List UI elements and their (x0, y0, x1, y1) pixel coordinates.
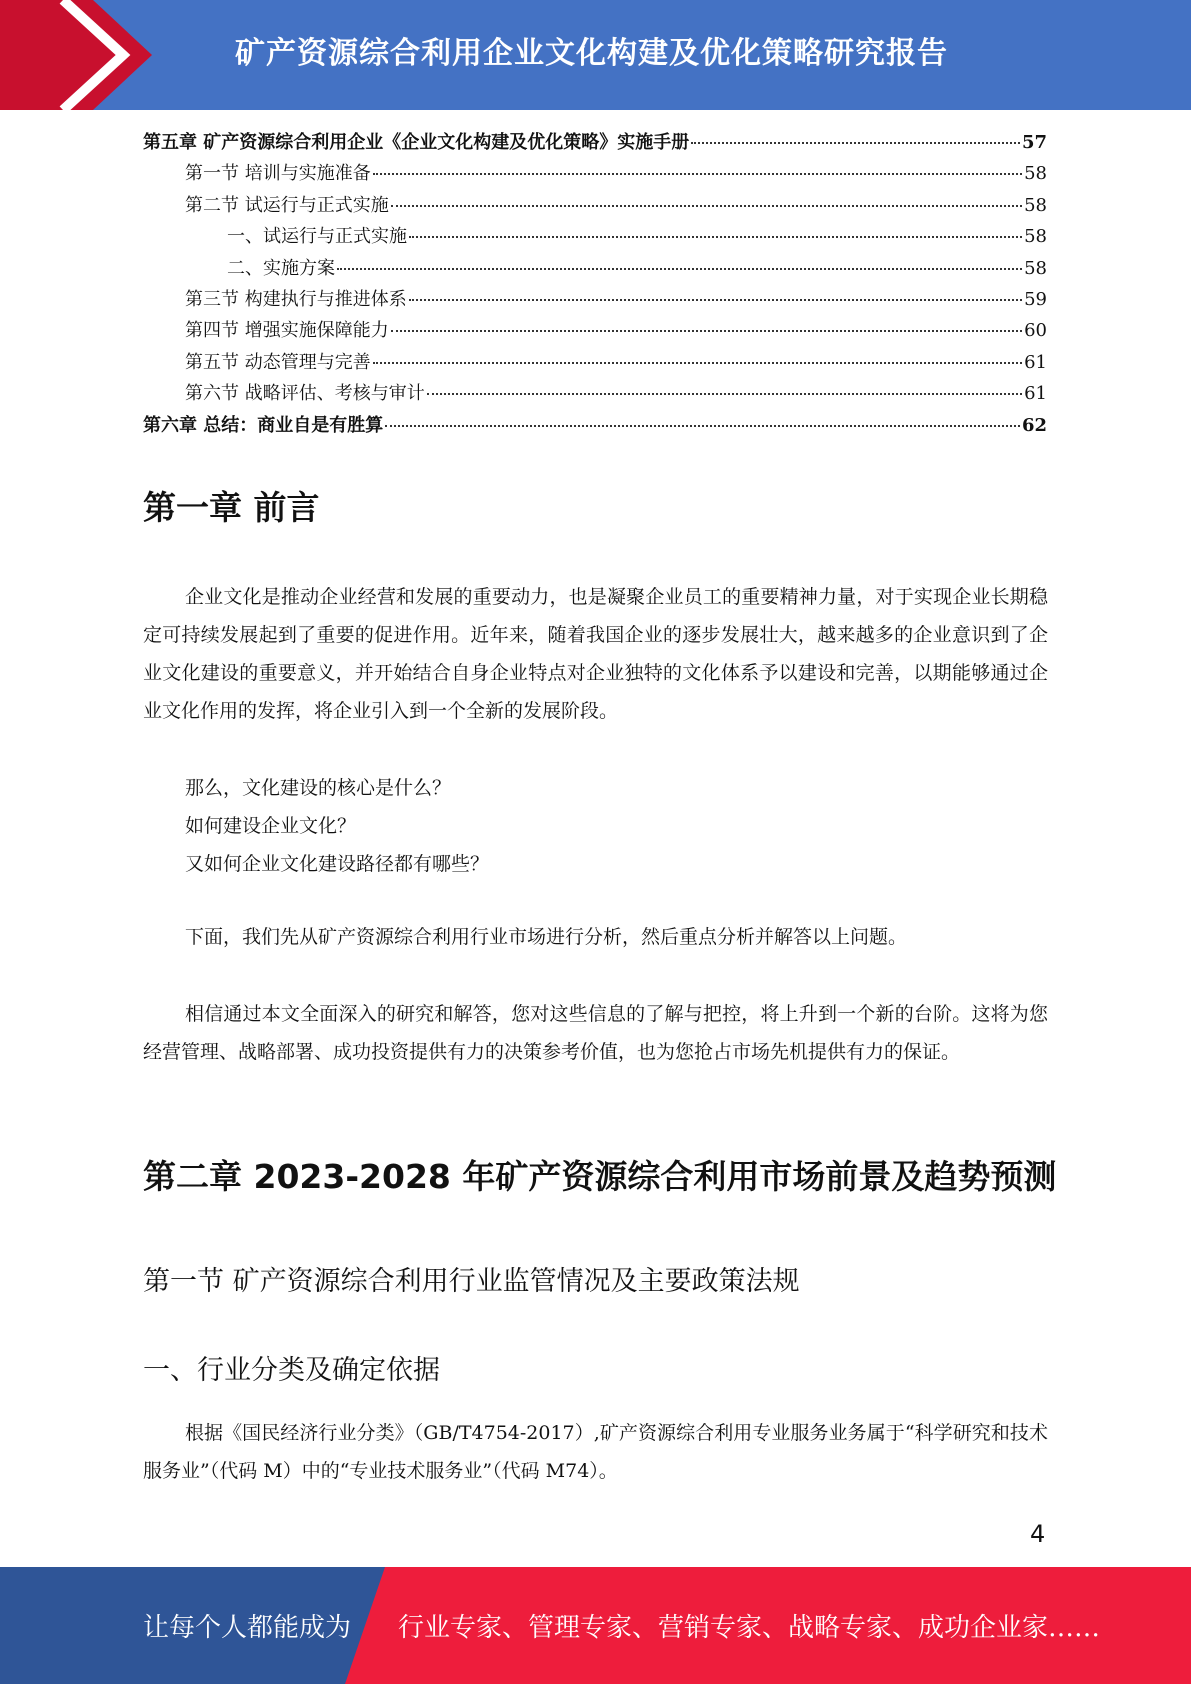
chapter-heading: 第二章 2023-2028 年矿产资源综合利用市场前景及趋势预测 (143, 1157, 1057, 1196)
toc-leader-dots (391, 330, 1022, 332)
toc-entry-label: 第三节 构建执行与推进体系 (185, 288, 407, 310)
question-line: 又如何企业文化建设路径都有哪些？ (185, 853, 490, 875)
toc-entry[interactable] (143, 316, 1047, 347)
subsection-heading: 一、行业分类及确定依据 (143, 1355, 440, 1386)
toc-entry[interactable] (143, 411, 1047, 442)
toc-leader-dots (373, 362, 1022, 364)
table-of-contents (143, 128, 1047, 442)
toc-entry[interactable] (143, 285, 1047, 316)
toc-entry[interactable] (143, 222, 1047, 253)
page-number: 4 (1030, 1520, 1046, 1548)
toc-entry-page: 58 (1024, 194, 1047, 216)
toc-entry-label: 第六章 总结：商业自是有胜算 (143, 414, 384, 436)
toc-entry-label: 第四节 增强实施保障能力 (185, 320, 389, 342)
toc-entry-label: 第五节 动态管理与完善 (185, 351, 371, 373)
toc-entry-label: 第五章 矿产资源综合利用企业《企业文化构建及优化策略》实施手册 (143, 132, 690, 153)
report-title: 矿产资源综合利用企业文化构建及优化策略研究报告 (235, 36, 948, 71)
footer-slogan-left: 让每个人都能成为 (143, 1613, 352, 1643)
toc-entry-label: 二、实施方案 (227, 257, 335, 279)
toc-entry-page: 58 (1024, 163, 1047, 185)
toc-entry-page: 58 (1024, 257, 1047, 279)
toc-entry[interactable] (143, 348, 1047, 379)
toc-entry-page: 59 (1024, 288, 1047, 310)
toc-entry-label: 第一节 培训与实施准备 (185, 163, 371, 185)
page-header (0, 0, 1191, 110)
toc-entry[interactable] (143, 254, 1047, 285)
toc-entry-label: 一、试运行与正式实施 (227, 226, 407, 248)
question-line: 那么，文化建设的核心是什么？ (185, 777, 452, 799)
toc-entry[interactable] (143, 379, 1047, 410)
toc-entry-page: 58 (1024, 226, 1047, 248)
toc-entry-page: 61 (1024, 383, 1047, 405)
toc-leader-dots (691, 142, 1020, 144)
toc-leader-dots (391, 205, 1022, 207)
toc-entry-page: 61 (1024, 351, 1047, 373)
toc-entry[interactable] (143, 128, 1047, 159)
toc-entry-page: 60 (1024, 320, 1047, 342)
toc-leader-dots (409, 299, 1022, 301)
toc-leader-dots (427, 393, 1022, 395)
toc-leader-dots (385, 425, 1020, 427)
question-line: 如何建设企业文化？ (185, 815, 357, 837)
toc-entry[interactable] (143, 191, 1047, 222)
chapter-heading: 第一章 前言 (143, 488, 320, 527)
toc-leader-dots (337, 268, 1022, 270)
toc-entry-page: 57 (1021, 132, 1047, 153)
paragraph: 根据《国民经济行业分类》（GB/T4754-2017）,矿产资源综合利用专业服务业务属于“科学研究和技术服务业”（代码 M）中的“专业技术服务业”（代码 M74）。 (143, 1422, 1048, 1482)
paragraph: 企业文化是推动企业经营和发展的重要动力，也是凝聚企业员工的重要精神力量，对于实现企业长期稳定可持续发展起到了重要的促进作用。近年来，随着我国企业的逐步发展壮大，越来越多的企业意识到了企业文化建设的重要意义，并开始结合自身企业特点对企业独特的文化体系予以建设和完善，以期能够通过企业文化作用的发挥，将企业引入到一个全新的发展阶段。 (143, 586, 1048, 722)
toc-leader-dots (373, 173, 1022, 175)
footer-slogan-right: 行业专家、管理专家、营销专家、战略专家、成功企业家…… (398, 1613, 1101, 1643)
page-footer (0, 1567, 1191, 1684)
toc-entry-page: 62 (1021, 414, 1047, 436)
toc-leader-dots (409, 236, 1022, 238)
toc-entry-label: 第六节 战略评估、考核与审计 (185, 383, 425, 405)
section-heading: 第一节 矿产资源综合利用行业监管情况及主要政策法规 (143, 1266, 800, 1297)
paragraph: 相信通过本文全面深入的研究和解答，您对这些信息的了解与把控，将上升到一个新的台阶。这将为您经营管理、战略部署、成功投资提供有力的决策参考价值，也为您抢占市场先机提供有力的保证。 (143, 1003, 1048, 1063)
toc-entry-label: 第二节 试运行与正式实施 (185, 194, 389, 216)
toc-entry[interactable] (143, 159, 1047, 190)
paragraph: 下面，我们先从矿产资源综合利用行业市场进行分析，然后重点分析并解答以上问题。 (185, 926, 908, 948)
